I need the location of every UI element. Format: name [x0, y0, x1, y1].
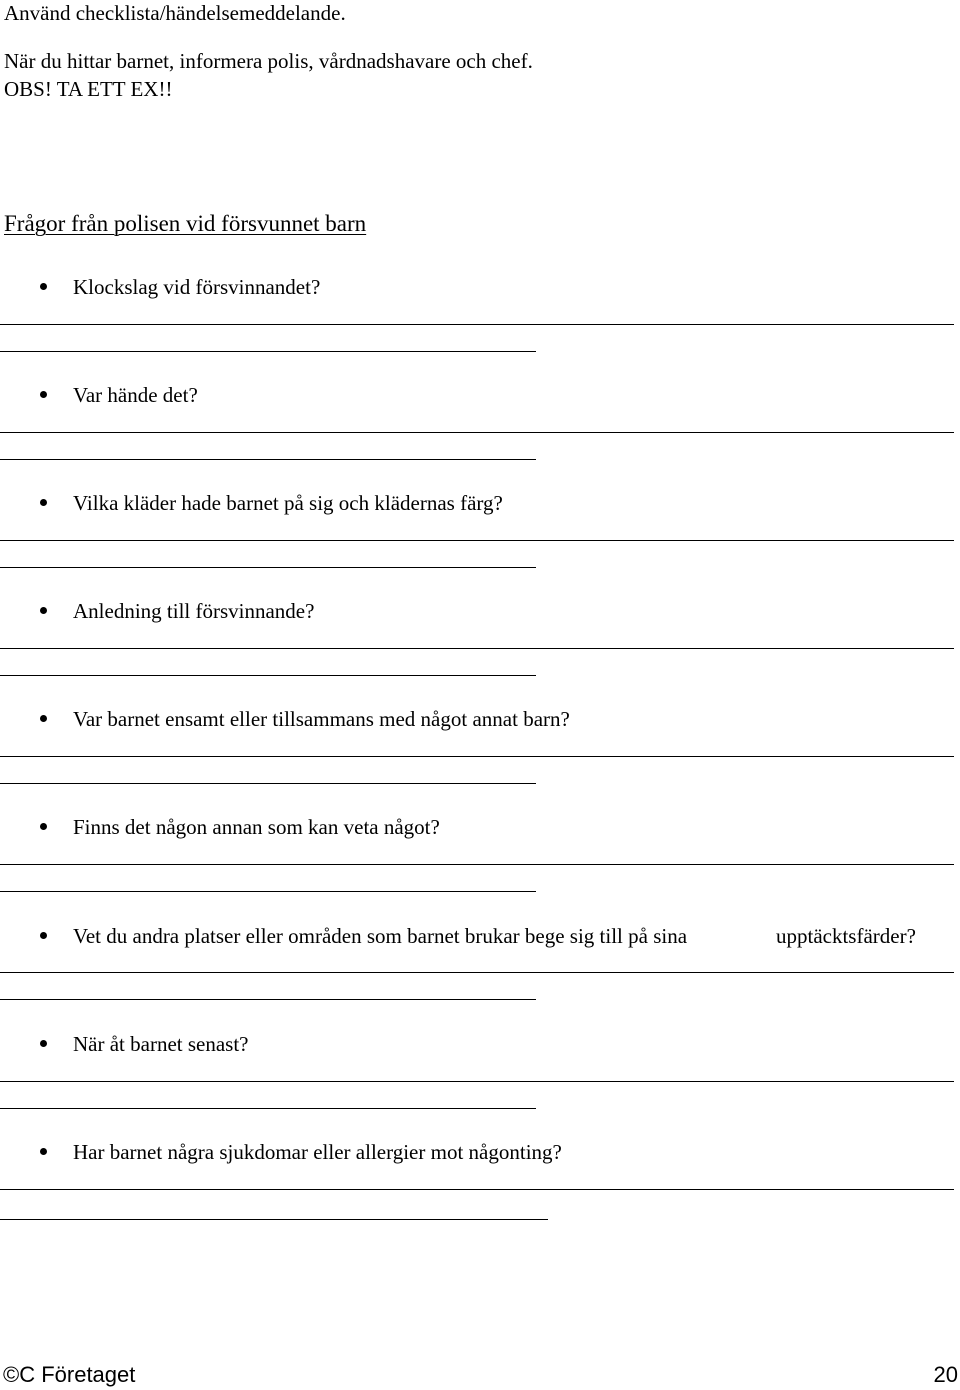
bullet-icon: [40, 283, 47, 290]
bullet-icon: [40, 391, 47, 398]
intro-line-3: OBS! TA ETT EX!!: [4, 77, 173, 101]
question-9: Har barnet några sjukdomar eller allergier mot någonting?: [73, 1140, 562, 1164]
answer-line: [0, 648, 954, 649]
bullet-icon: [40, 499, 47, 506]
answer-line: [0, 567, 536, 568]
question-5: Var barnet ensamt eller tillsammans med något annat barn?: [73, 707, 570, 731]
question-7-tail: upptäcktsfärder?: [776, 924, 916, 948]
answer-line: [0, 675, 536, 676]
intro-line-1: Använd checklista/händelsemeddelande.: [4, 1, 346, 25]
answer-line: [0, 540, 954, 541]
answer-line: [0, 783, 536, 784]
answer-line: [0, 972, 954, 973]
answer-line: [0, 864, 954, 865]
question-1: Klockslag vid försvinnandet?: [73, 275, 321, 299]
page-number: 20: [933, 1362, 958, 1387]
answer-line: [0, 1081, 954, 1082]
footer-copyright: ©C Företaget: [3, 1362, 136, 1387]
bullet-icon: [40, 715, 47, 722]
bullet-icon: [40, 823, 47, 830]
question-4: Anledning till försvinnande?: [73, 599, 315, 623]
question-6: Finns det någon annan som kan veta något?: [73, 815, 440, 839]
answer-line: [0, 459, 536, 460]
bullet-icon: [40, 1148, 47, 1155]
answer-line: [0, 1189, 954, 1190]
question-8: När åt barnet senast?: [73, 1032, 249, 1056]
bullet-icon: [40, 607, 47, 614]
question-2: Var hände det?: [73, 383, 198, 407]
answer-line: [0, 324, 954, 325]
bullet-icon: [40, 1040, 47, 1047]
answer-line: [0, 432, 954, 433]
answer-line: [0, 999, 536, 1000]
answer-line: [0, 1108, 536, 1109]
answer-line: [0, 756, 954, 757]
intro-line-2: När du hittar barnet, informera polis, vårdnadshavare och chef.: [4, 49, 533, 73]
bullet-icon: [40, 932, 47, 939]
answer-line: [0, 1219, 548, 1220]
section-heading: Frågor från polisen vid försvunnet barn: [4, 211, 367, 236]
answer-line: [0, 891, 536, 892]
answer-line: [0, 351, 536, 352]
question-3: Vilka kläder hade barnet på sig och klädernas färg?: [73, 491, 503, 515]
question-7: Vet du andra platser eller områden som barnet brukar bege sig till på sina: [73, 924, 688, 948]
